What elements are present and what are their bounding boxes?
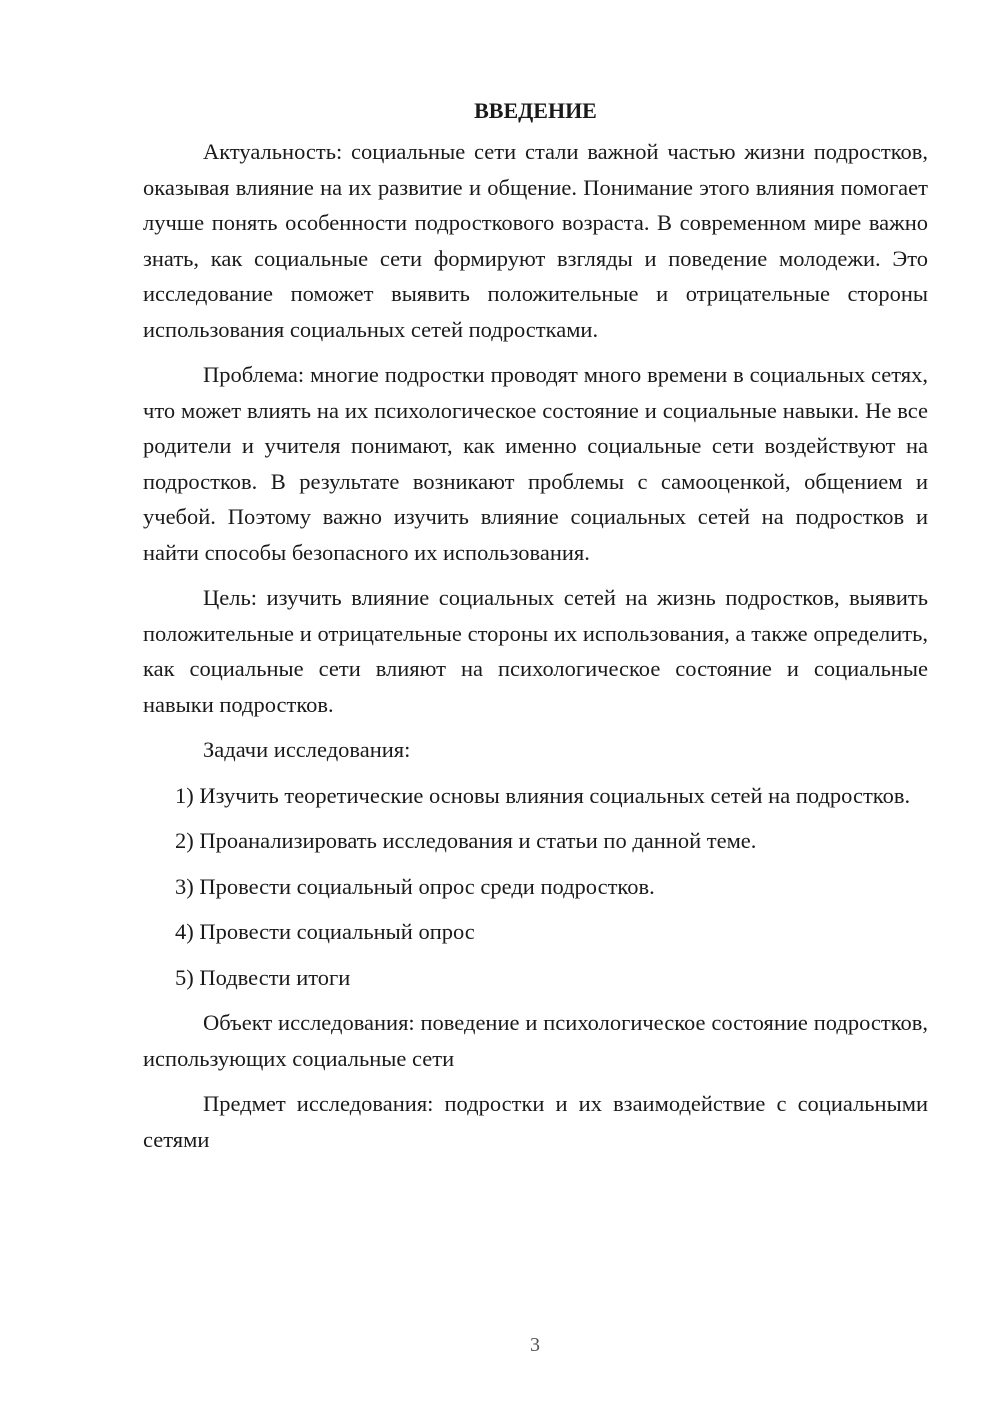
page-number: 3	[530, 1334, 540, 1356]
paragraph-problem: Проблема: многие подростки проводят много времени в социальных сетях, что может влиять на их психологическое состояние и социальные навыки. Не все родители и учителя понимают, как именно социальные сети воздействуют на подростков. В результате возникают проблемы с самооценкой, общением и учебой. Поэтому важно изучить влияние социальных сетей на подростков и найти способы безопасного их использования.	[143, 362, 928, 565]
task-item: 5) Подвести итоги	[175, 964, 351, 990]
paragraph-object: Объект исследования: поведение и психологическое состояние подростков, использующих социальные сети	[143, 1010, 928, 1071]
task-item: 3) Провести социальный опрос среди подростков.	[175, 873, 655, 899]
paragraph-relevance: Актуальность: социальные сети стали важной частью жизни подростков, оказывая влияние на их развитие и общение. Понимание этого влияния помогает лучше понять особенности подросткового возраста. В современном мире важно знать, как социальные сети формируют взгляды и поведение молодежи. Это исследование поможет выявить положительные и отрицательные стороны использования социальных сетей подростками.	[143, 139, 928, 342]
task-item: 1) Изучить теоретические основы влияния социальных сетей на подростков.	[175, 782, 911, 808]
tasks-heading: Задачи исследования:	[203, 737, 411, 762]
page-content	[143, 93, 928, 1167]
task-item: 2) Проанализировать исследования и статьи по данной теме.	[175, 828, 757, 853]
paragraph-goal: Цель: изучить влияние социальных сетей на жизнь подростков, выявить положительные и отрицательные стороны их использования, а также определить, как социальные сети влияют на психологическое состояние и социальные навыки подростков.	[143, 585, 928, 717]
page-title: ВВЕДЕНИЕ	[474, 98, 597, 123]
paragraph-subject: Предмет исследования: подростки и их взаимодействие с социальными сетями	[143, 1091, 928, 1152]
task-item: 4) Провести социальный опрос	[175, 919, 475, 944]
tasks-list	[143, 778, 928, 996]
